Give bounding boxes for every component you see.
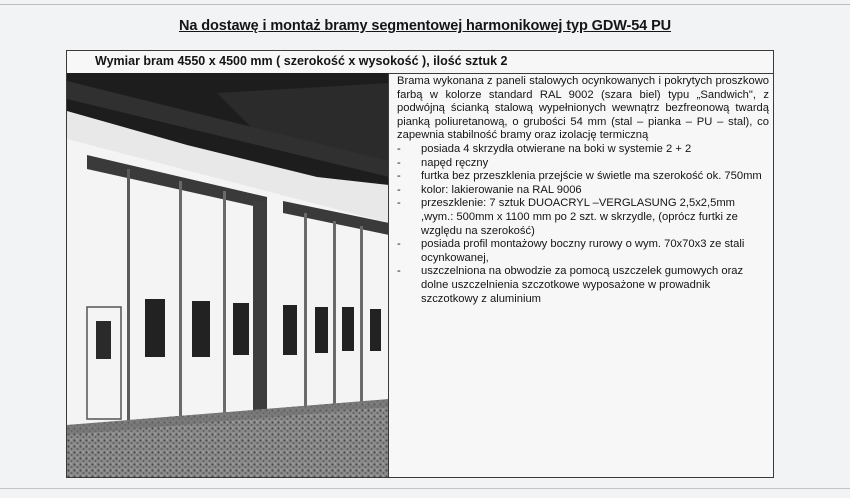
- list-item: - furtka bez przeszklenia przejście w świetle ma szerokość ok. 750mm: [397, 170, 769, 184]
- list-item: - kolor: lakierowanie na RAL 9006: [397, 184, 769, 198]
- top-rule: [0, 4, 850, 5]
- description-cell: [397, 75, 769, 306]
- dimensions-header: Wymiar bram 4550 x 4500 mm ( szerokość x wysokość ), ilość sztuk 2: [67, 51, 773, 74]
- list-item: - uszczelniona na obwodzie za pomocą uszczelek gumowych oraz dolne uszczelnienia szczotkowe wyposażone w prowadnik szczotkowy z aluminium: [397, 265, 769, 306]
- list-item: - przeszklenie: 7 sztuk DUOACRYL –VERGLASUNG 2,5x2,5mm ,wym.: 500mm x 1100 mm po 2 szt. w skrzydle, (oprócz furtki ze względu na szerokość): [397, 197, 769, 238]
- feature-list: [397, 143, 769, 306]
- bottom-rule: [0, 488, 850, 489]
- gate-photo-image: [67, 73, 389, 477]
- gate-description: Brama wykonana z paneli stalowych ocynkowanych i pokrytych proszkowo farbą w kolorze standard RAL 9002 (szara biel) typu „Sandwich", z podwójną ścianką stalową wypełnionych wewnątrz bezfreonową twardą pianką poliuretanową, o grubości 54 mm (stal – pianka – PU – stal), co zapewnia stabilność bramy oraz izolację termiczną: [397, 75, 769, 142]
- gate-photo: [67, 73, 389, 477]
- spec-table: [66, 50, 774, 478]
- list-item: - posiada 4 skrzydła otwierane na boki w systemie 2 + 2: [397, 143, 769, 157]
- list-item: - napęd ręczny: [397, 157, 769, 171]
- document-title: Na dostawę i montaż bramy segmentowej harmonikowej typ GDW-54 PU: [178, 18, 672, 34]
- list-item: - posiada profil montażowy boczny rurowy o wym. 70x70x3 ze stali ocynkowanej,: [397, 238, 769, 265]
